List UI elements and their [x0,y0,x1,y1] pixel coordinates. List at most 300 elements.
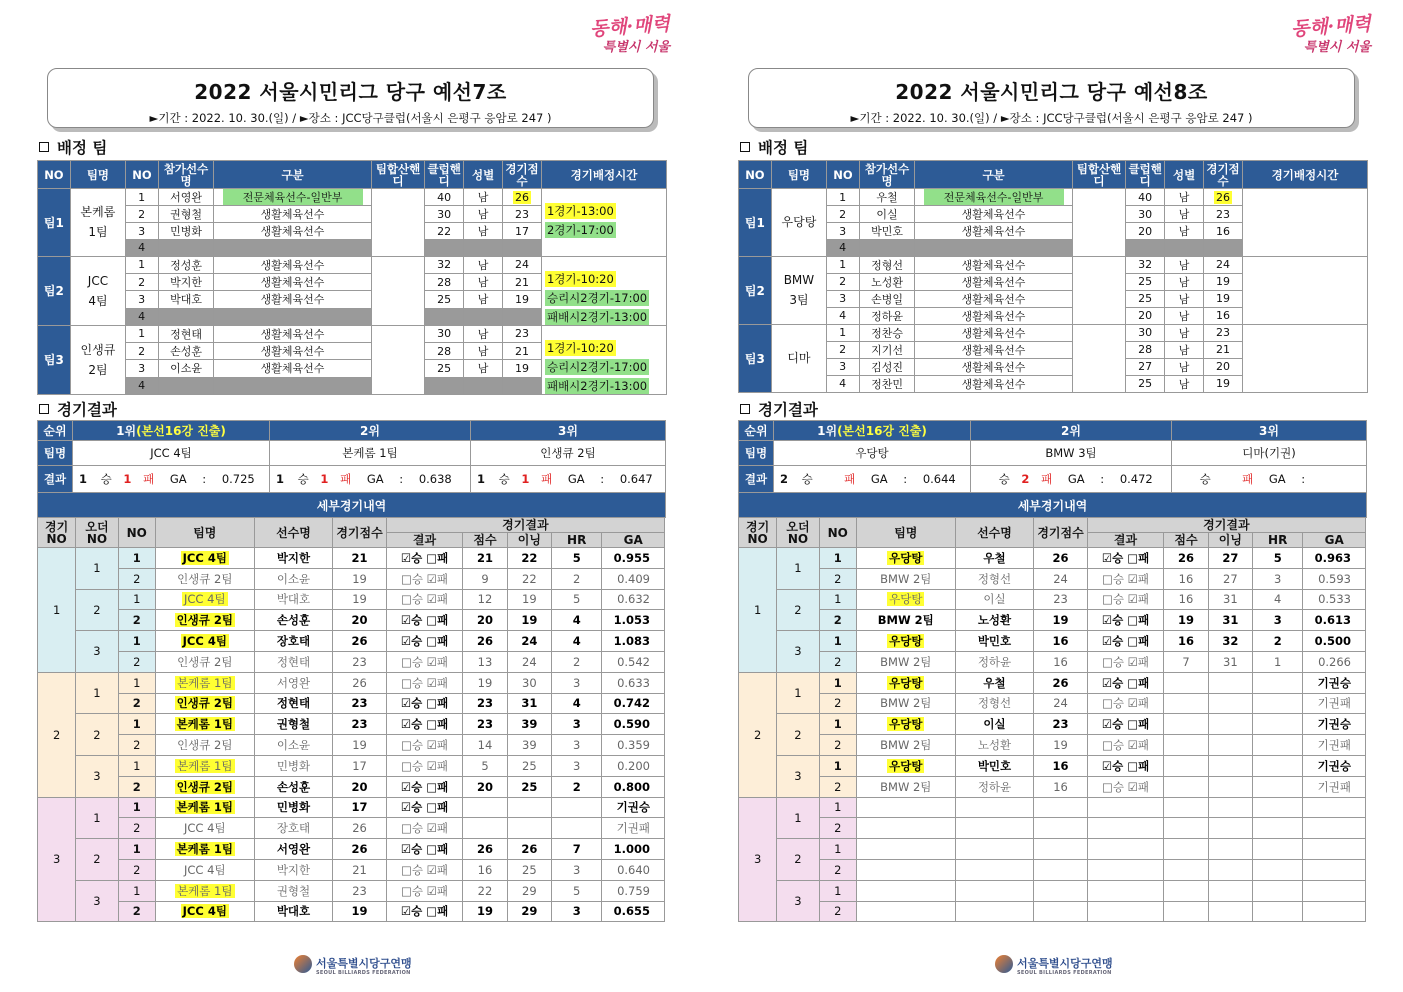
wins: 1 [79,472,88,486]
detail-row [38,859,665,880]
detail-table [738,517,1366,922]
row-innings: 22 [507,568,551,589]
row-player: 우철 [955,548,1034,569]
rank-text: 2위 [1061,424,1081,438]
team-player-row [38,256,667,273]
team-player-row [739,256,1368,273]
square-bullet-icon [740,142,750,152]
category-text: 생활체육선수 [260,258,325,272]
colon: : [1100,472,1105,486]
rank-cell [971,421,1172,441]
page-subtitle: ►기간 : 2022. 10. 30.(일) / ►장소 : JCC당구클럽(서울시 은평구 응암로 247 ) [149,111,552,125]
row-ga: 1.083 [602,631,665,652]
club-handi: 32 [1126,256,1165,273]
row-team [856,714,955,735]
club-handi: 27 [1126,358,1165,375]
section-title: 경기결과 [57,401,117,419]
row-ga [1303,797,1366,818]
player-sex: 남 [1165,273,1204,290]
score-text: 21 [1216,343,1230,356]
player-no: 1 [827,256,860,273]
row-player: 민병화 [254,755,333,776]
detail-row [38,548,665,569]
row-no: 2 [819,776,856,797]
player-category [214,273,372,290]
team-text: 우당탕 [889,634,923,649]
row-innings [507,818,551,839]
team-text: BMW 2팀 [877,613,934,628]
club-handi: 30 [1126,206,1165,223]
row-score: 19 [1034,735,1087,756]
row-score: 16 [1034,755,1087,776]
detail-row [38,610,665,631]
row-team [856,901,955,922]
losses: 1 [123,472,132,486]
losses: 1 [521,472,530,486]
row-score: 23 [1034,714,1087,735]
row-no: 1 [819,589,856,610]
ga-value: 0.644 [922,472,956,486]
federation-emblem-icon [294,955,312,973]
detail-row [38,776,665,797]
player-score [1204,358,1243,375]
row-hr [1253,755,1303,776]
detail-row [38,755,665,776]
row-no: 1 [118,589,155,610]
team-player-row [739,324,1368,341]
team-text: 본케롬 1팀 [177,675,233,690]
score-text: 24 [515,258,529,272]
row-hr: 5 [1253,548,1303,569]
row-points: 14 [463,735,507,756]
row-hr: 4 [552,610,602,631]
row-win-check: □승 ☑패 [386,755,463,776]
player-name: 손병일 [859,290,914,307]
row-player: 장호태 [254,818,333,839]
row-player: 박대호 [254,589,333,610]
row-points: 26 [463,839,507,860]
rank-label: 순위 [739,421,774,441]
row-points: 19 [463,672,507,693]
category-text: 전문체육선수-일반부 [223,189,363,205]
row-hr: 4 [552,631,602,652]
row-score: 20 [333,610,386,631]
player-score [503,308,542,325]
score-text: 17 [515,224,529,238]
federation-name-en: SEOUL BILLIARDS FEDERATION [316,970,411,976]
player-no: 2 [827,341,860,358]
row-innings: 19 [507,610,551,631]
rank-cell [1172,421,1367,441]
col-no: NO [739,161,772,189]
team-text: 인생큐 2팀 [176,613,234,628]
player-no: 1 [827,189,860,206]
player-name [158,377,213,394]
col-score: 경기점수 [333,518,386,548]
row-player: 권형철 [254,714,333,735]
wins: 2 [780,472,789,486]
team-text: 인생큐 2팀 [176,779,234,794]
row-no: 2 [118,859,155,880]
team-name-1: BMW [783,273,815,287]
row-ga: 0.800 [602,776,665,797]
team-text: 본케롬 1팀 [177,758,233,773]
row-team [155,901,254,922]
row-innings: 25 [507,776,551,797]
player-category [915,189,1073,206]
row-ga: 0.200 [602,755,665,776]
player-no: 3 [126,223,159,240]
row-ga: 기권패 [1303,735,1366,756]
team-text: JCC 4팀 [184,592,226,607]
section-teams [740,136,808,158]
row-no: 1 [118,839,155,860]
row-score: 19 [333,589,386,610]
player-sex: 남 [1165,189,1204,206]
order-no: 1 [76,672,118,714]
game-no: 1 [739,548,777,673]
row-score: 17 [333,755,386,776]
row-innings [1208,735,1252,756]
row-points: 9 [463,568,507,589]
category-text: 생활체육선수 [961,225,1026,238]
team-text: BMW 2팀 [880,738,932,753]
row-score: 19 [333,568,386,589]
ga-value: 0.472 [1119,472,1153,486]
losses: 2 [1021,472,1030,486]
col-player: 선수명 [254,518,333,548]
rank-cell [270,421,471,441]
row-no: 1 [118,672,155,693]
row-score: 26 [333,672,386,693]
row-team [155,839,254,860]
row-hr: 3 [1253,610,1303,631]
row-no: 1 [118,880,155,901]
row-innings [507,797,551,818]
player-no: 1 [126,189,159,206]
row-points [1164,693,1208,714]
row-team [856,651,955,672]
row-player [955,880,1034,901]
row-score: 26 [1034,548,1087,569]
rank-text: 2위 [360,424,380,438]
wins: 1 [276,472,285,486]
row-ga: 0.613 [1303,610,1366,631]
row-points: 16 [1164,568,1208,589]
row-hr [1253,693,1303,714]
row-score [1034,859,1087,880]
score-text: 26 [1216,190,1230,204]
team-text: 본케롬 1팀 [176,842,234,857]
player-score [503,256,542,273]
row-ga: 0.409 [602,568,665,589]
group-page-1 [37,0,677,992]
order-no: 2 [76,839,118,881]
row-innings [1208,901,1252,922]
schedule-time: 2경기-17:00 [546,223,614,237]
category-text: 생활체육선수 [260,345,325,359]
row-hr: 3 [1253,568,1303,589]
category-text: 전문체육선수-일반부 [924,189,1064,205]
row-player: 박민호 [955,631,1034,652]
player-sex: 남 [1165,290,1204,307]
player-category [915,375,1073,392]
row-team [856,693,955,714]
ga-label: GA [366,472,384,486]
schedule-cell [541,189,666,257]
row-win-check: ☑승 □패 [1087,631,1164,652]
row-hr: 3 [552,672,602,693]
col-hr: HR [1253,533,1303,548]
team-handi [1072,324,1125,392]
player-score [503,273,542,290]
team-text: BMW 2팀 [880,571,932,586]
detail-row [38,818,665,839]
row-points: 20 [463,610,507,631]
row-points [1164,755,1208,776]
square-bullet-icon [740,404,750,414]
row-player: 이소윤 [254,568,333,589]
club-handi: 25 [1126,273,1165,290]
row-win-check: ☑승 □패 [386,548,463,569]
row-innings: 19 [507,589,551,610]
row-score: 26 [333,818,386,839]
row-innings: 39 [507,714,551,735]
row-player: 이실 [955,589,1034,610]
team-name [70,189,125,257]
player-name: 노성환 [859,273,914,290]
player-score [503,325,542,342]
team-player-row [38,325,667,342]
score-text: 23 [515,207,529,221]
row-no: 2 [819,859,856,880]
row-points: 7 [1164,651,1208,672]
detail-row [38,880,665,901]
team-name-label: 팀명 [38,441,73,466]
team-name [771,256,826,324]
row-innings: 29 [507,901,551,922]
col-player: 참가선수명 [158,161,213,189]
row-innings: 31 [1208,589,1252,610]
row-player: 서영완 [254,672,333,693]
club-handi: 30 [1126,324,1165,341]
player-name: 정성훈 [158,256,213,273]
row-ga: 기권승 [1303,755,1366,776]
player-score [503,189,542,206]
win-label: 승 [998,472,1010,486]
row-hr: 5 [552,548,602,569]
col-team: 팀명 [70,161,125,189]
player-no: 4 [827,240,860,257]
page-title: 2022 서울시민리그 당구 예선7조 [194,80,507,104]
player-no: 4 [126,240,159,257]
score-text: 19 [515,292,529,306]
player-no: 2 [126,342,159,359]
row-team [155,818,254,839]
category-text: 생활체육선수 [260,293,325,307]
teams-table [738,160,1368,393]
ga-value: 0.647 [619,472,653,486]
row-score: 16 [1034,651,1087,672]
player-category [915,223,1073,240]
col-ga: GA [1303,533,1366,548]
row-win-check: ☑승 □패 [1087,672,1164,693]
category-text: 생활체육선수 [260,225,325,238]
row-points: 22 [463,880,507,901]
row-score: 24 [1034,693,1087,714]
row-win-check: ☑승 □패 [386,693,463,714]
row-win-check: □승 ☑패 [1087,568,1164,589]
ga-label: GA [169,472,187,486]
row-ga [1303,901,1366,922]
player-no: 4 [126,308,159,325]
row-team [155,797,254,818]
player-no: 3 [827,358,860,375]
player-category [214,360,372,377]
federation-name: 서울특별시당구연맹 [1017,957,1113,970]
detail-row [38,901,665,922]
player-no: 2 [827,206,860,223]
row-score: 23 [1034,589,1087,610]
team-handi [371,325,424,394]
schedule-time: 1경기-10:20 [546,271,614,286]
row-no: 1 [819,548,856,569]
col-no: NO [118,518,155,548]
team-text: JCC 4팀 [184,821,226,836]
row-ga: 0.359 [602,735,665,756]
row-innings: 31 [507,693,551,714]
row-no: 2 [819,735,856,756]
player-name [158,240,213,257]
player-name: 박지한 [158,273,213,290]
rank-label: 순위 [38,421,73,441]
rank-result [971,466,1172,493]
score-text: 23 [515,327,529,341]
player-category [214,308,372,325]
score-text: 26 [515,190,529,204]
team-text: 우당탕 [889,550,923,565]
row-player: 정하윤 [955,651,1034,672]
row-points: 16 [1164,631,1208,652]
row-team [856,797,955,818]
row-points [463,797,507,818]
order-no: 1 [777,548,819,590]
order-no: 1 [777,797,819,839]
player-category [915,341,1073,358]
club-handi: 32 [425,256,464,273]
row-no: 1 [118,797,155,818]
row-win-check: ☑승 □패 [1087,610,1164,631]
order-no: 3 [76,880,118,922]
wins: 1 [477,472,486,486]
row-no: 2 [819,693,856,714]
row-points: 16 [463,859,507,880]
team-handi [1072,256,1125,324]
score-text: 23 [1216,207,1230,221]
rank-cell [73,421,270,441]
team-name-1: 본케롬 [80,205,116,220]
club-handi: 20 [1126,307,1165,324]
player-category [915,273,1073,290]
score-text: 16 [1216,224,1230,238]
detail-header: 세부경기내역 [38,493,666,518]
team-label: 팀2 [38,256,71,325]
row-win-check [1087,797,1164,818]
player-category [214,240,372,257]
player-name [859,240,914,257]
club-handi: 25 [425,360,464,377]
row-innings: 25 [507,755,551,776]
row-no: 2 [118,651,155,672]
game-no: 2 [38,672,76,797]
result-label: 결과 [38,466,73,493]
row-innings: 26 [507,839,551,860]
section-results [39,398,117,420]
row-points: 23 [463,693,507,714]
win-label: 승 [801,472,813,486]
team-label: 팀2 [739,256,772,324]
result-label: 결과 [739,466,774,493]
player-sex: 남 [1165,324,1204,341]
row-innings: 27 [1208,548,1252,569]
row-player: 박지한 [254,548,333,569]
row-player: 이소윤 [254,735,333,756]
order-no: 2 [777,839,819,881]
detail-row [739,880,1366,901]
row-ga: 0.266 [1303,651,1366,672]
row-player [955,859,1034,880]
player-sex: 남 [464,273,503,290]
schedule-time: 패배시2경기-13:00 [546,309,648,324]
player-sex [464,308,503,325]
row-hr: 3 [552,714,602,735]
colon: : [202,472,207,486]
row-team [155,589,254,610]
logo-line1: 동해·매력 [589,12,671,41]
player-sex: 남 [1165,256,1204,273]
rank-result [270,466,471,493]
player-score [503,240,542,257]
row-ga: 기권패 [602,818,665,839]
detail-row [739,568,1366,589]
team-handi [371,256,424,325]
row-points: 16 [1164,589,1208,610]
rank-text: 3위 [1259,424,1279,438]
player-score [1204,273,1243,290]
row-ga: 기권패 [1303,776,1366,797]
row-win-check [1087,880,1164,901]
federation-logo [995,955,1135,977]
player-sex [464,240,503,257]
row-hr: 7 [552,839,602,860]
team-name-2: 2팀 [88,362,108,377]
row-win-check: ☑승 □패 [386,714,463,735]
row-score: 16 [1034,631,1087,652]
club-handi [425,240,464,257]
player-category [915,206,1073,223]
row-team [155,568,254,589]
row-ga: 0.590 [602,714,665,735]
player-score [503,291,542,308]
row-hr: 5 [552,880,602,901]
row-ga [1303,880,1366,901]
player-name: 지기선 [859,341,914,358]
player-category [915,307,1073,324]
col-team: 팀명 [856,518,955,548]
federation-emblem-icon [995,955,1013,973]
row-hr [1253,839,1303,860]
row-ga: 기권패 [1303,693,1366,714]
